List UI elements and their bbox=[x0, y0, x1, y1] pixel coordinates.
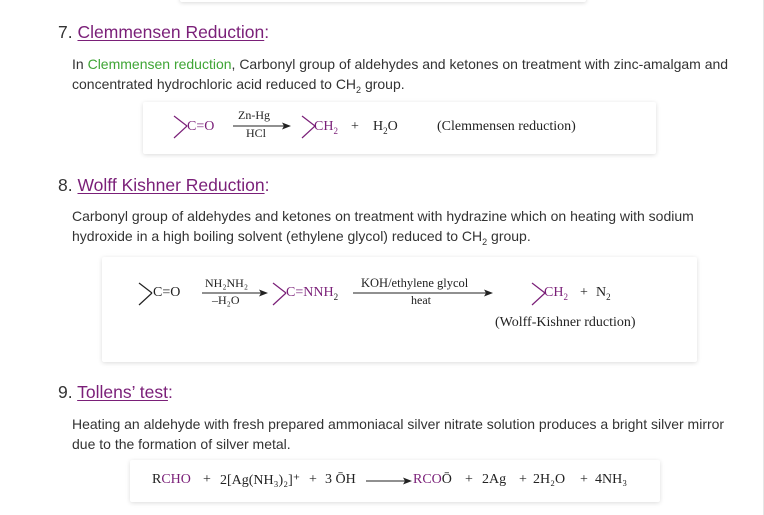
intermediate-subscript: 2 bbox=[333, 291, 339, 302]
reagent2-bottom: heat bbox=[411, 293, 431, 307]
heading-colon: : bbox=[264, 22, 270, 42]
reagent-bottom: HCl bbox=[246, 126, 267, 140]
heading-tollens bbox=[58, 382, 173, 403]
product-ch2 bbox=[314, 119, 338, 136]
heading-wolff-kishner bbox=[58, 175, 269, 196]
tollens-equation-card bbox=[130, 460, 660, 502]
silver: 2Ag bbox=[482, 472, 507, 487]
plus-sign: + bbox=[519, 472, 527, 487]
byproduct-water bbox=[373, 119, 398, 136]
reactant-carbonyl: C=O bbox=[153, 285, 181, 300]
aldehyde-group: CHO bbox=[161, 472, 191, 487]
hydroxide: 3 ŌH bbox=[325, 472, 356, 487]
plus-sign: + bbox=[580, 472, 588, 487]
para-text: group. bbox=[487, 228, 531, 244]
para-text: Heating an aldehyde with fresh prepared ammoniacal silver nitrate solution produces a bright silver mirror due to the formation of silver metal. bbox=[72, 416, 725, 452]
heading-colon: : bbox=[264, 175, 270, 195]
water-h: H bbox=[373, 119, 384, 134]
nitrogen-subscript: 2 bbox=[606, 291, 611, 302]
item-number: 8. bbox=[58, 175, 73, 195]
heading-colon: : bbox=[167, 382, 173, 402]
plus-sign: + bbox=[351, 119, 359, 134]
tollens-description bbox=[72, 414, 732, 454]
wolff-kishner-reduction-link[interactable]: Wolff Kishner Reduction bbox=[77, 175, 265, 195]
aldehyde-rcho bbox=[152, 472, 191, 488]
tollens-test-link[interactable]: Tollens’ test bbox=[77, 382, 168, 402]
heading-clemmensen bbox=[58, 22, 269, 43]
byproduct-nitrogen bbox=[596, 285, 611, 302]
product-text: CH bbox=[544, 285, 564, 300]
para-subscript: 2 bbox=[356, 84, 362, 95]
carboxylate-o: Ō bbox=[441, 472, 452, 487]
r-group: R bbox=[152, 472, 162, 487]
plus-sign: + bbox=[580, 285, 588, 300]
reaction-label: (Wolff-Kishner rduction) bbox=[495, 315, 636, 330]
reagent2-top: KOH/ethylene glycol bbox=[361, 276, 469, 290]
product-ch2 bbox=[544, 285, 568, 302]
carboxylate-text: RCO bbox=[413, 472, 442, 487]
clemmensen-inline-link[interactable]: Clemmensen reduction bbox=[87, 56, 232, 72]
water: 2H₂O bbox=[533, 472, 566, 487]
para-text: , Carbonyl group of aldehydes and ketones on treatment with zinc-amalgam and concentrated hydrochloric acid reduced to CH bbox=[72, 56, 729, 92]
carbonyl-bond-lines bbox=[138, 279, 154, 307]
clemmensen-description bbox=[72, 54, 732, 100]
reagent1-top: NH₂NH₂ bbox=[205, 276, 249, 290]
water-subscript: 2 bbox=[383, 125, 388, 136]
reactant-carbonyl: C=O bbox=[187, 119, 215, 134]
product-subscript: 2 bbox=[563, 291, 568, 302]
para-text: group. bbox=[361, 76, 405, 92]
previous-card-edge bbox=[180, 0, 586, 2]
reaction-arrow bbox=[366, 476, 412, 486]
reagent1-bottom: –H₂O bbox=[212, 293, 240, 307]
item-number: 9. bbox=[58, 382, 73, 402]
reagent-top: Zn-Hg bbox=[238, 108, 270, 122]
wolff-kishner-equation-card bbox=[102, 257, 697, 362]
tollens-reagent: 2[Ag(NH₃)₂]⁺ bbox=[220, 473, 301, 488]
plus-sign: + bbox=[309, 472, 317, 487]
wolff-kishner-description bbox=[72, 206, 732, 252]
intermediate-text: C=NNH bbox=[286, 285, 334, 300]
clemmensen-reduction-link[interactable]: Clemmensen Reduction bbox=[77, 22, 265, 42]
carboxylate-product bbox=[413, 472, 452, 488]
reaction-label: (Clemmensen reduction) bbox=[437, 119, 576, 134]
para-subscript: 2 bbox=[482, 236, 488, 247]
clemmensen-equation-card bbox=[143, 102, 656, 154]
hydrazone-intermediate bbox=[286, 285, 338, 302]
product-subscript: 2 bbox=[333, 125, 338, 136]
product-text: CH bbox=[314, 119, 334, 134]
nitrogen-text: N bbox=[596, 285, 607, 300]
plus-sign: + bbox=[465, 472, 473, 487]
ammonia: 4NH₃ bbox=[595, 472, 628, 487]
water-o: O bbox=[387, 119, 398, 134]
para-text: Carbonyl group of aldehydes and ketones on treatment with hydrazine which on heating with sodium hydroxide in a high boiling solvent (ethylene glycol) reduced to CH bbox=[72, 208, 694, 244]
plus-sign: + bbox=[203, 472, 211, 487]
item-number: 7. bbox=[58, 22, 73, 42]
para-text: In bbox=[72, 56, 88, 72]
